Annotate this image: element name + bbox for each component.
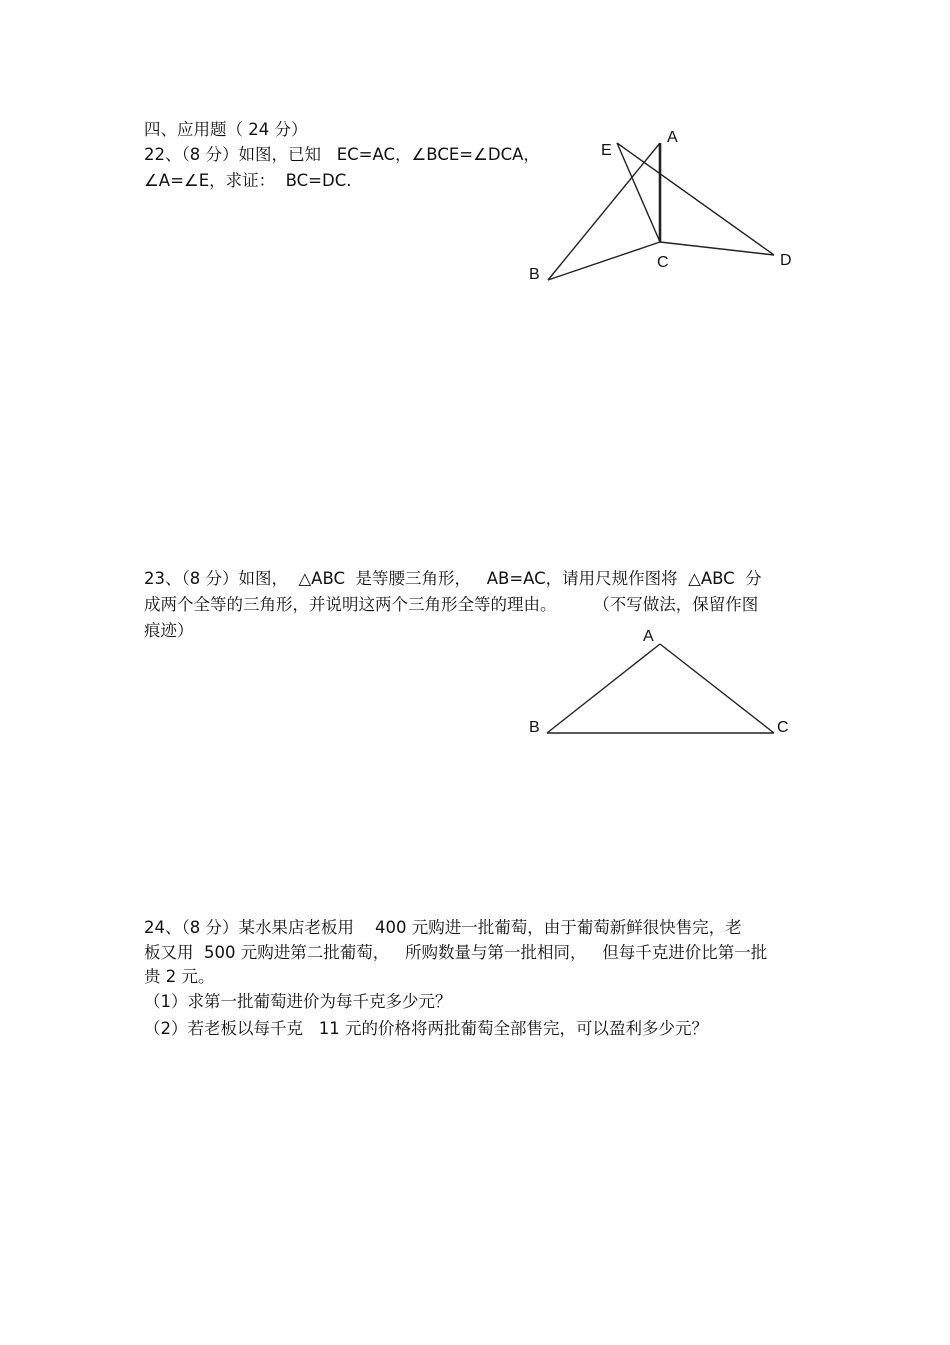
q22-line-1: 22、（8 分）如图，已知 EC=AC，∠BCE=∠DCA，	[144, 145, 540, 164]
label-e: E	[601, 142, 612, 159]
q23-figure	[520, 625, 810, 745]
label-d: D	[780, 252, 792, 269]
segment-ed	[617, 143, 774, 255]
q24-subquestion-2: （2）若老板以每千克 11 元的价格将两批葡萄全部售完，可以盈利多少元？	[144, 1019, 708, 1038]
label-b: B	[529, 266, 540, 283]
label-c: C	[777, 719, 789, 736]
segment-ab	[548, 143, 660, 280]
section-title: 四、应用题（ 24 分）	[144, 120, 308, 139]
q22-line-2: ∠A=∠E，求证： BC=DC.	[144, 171, 352, 190]
q24-line-1: 24、（8 分）某水果店老板用 400 元购进一批葡萄，由于葡萄新鲜很快售完，老	[144, 918, 742, 937]
segment-cd	[660, 242, 774, 255]
label-c: C	[657, 254, 669, 271]
label-a: A	[643, 628, 654, 645]
segment-ab	[547, 644, 660, 733]
q22-figure	[520, 125, 810, 295]
segment-ac	[660, 644, 774, 733]
q23-line-2: 成两个全等的三角形，并说明这两个三角形全等的理由。 （不写做法，保留作图	[144, 595, 759, 614]
label-a: A	[667, 129, 678, 146]
q24-subquestion-1: （1）求第一批葡萄进价为每千克多少元？	[144, 992, 452, 1011]
segment-bc	[548, 242, 660, 280]
q24-line-2: 板又用 500 元购进第二批葡萄， 所购数量与第一批相同， 但每千克进价比第一批	[144, 943, 768, 962]
q23-line-1: 23、（8 分）如图， △ABC 是等腰三角形， AB=AC，请用尺规作图将 △ABC 分	[144, 569, 762, 588]
label-b: B	[529, 719, 540, 736]
q23-line-3: 痕迹）	[144, 621, 194, 640]
q24-line-3: 贵 2 元。	[144, 967, 215, 986]
